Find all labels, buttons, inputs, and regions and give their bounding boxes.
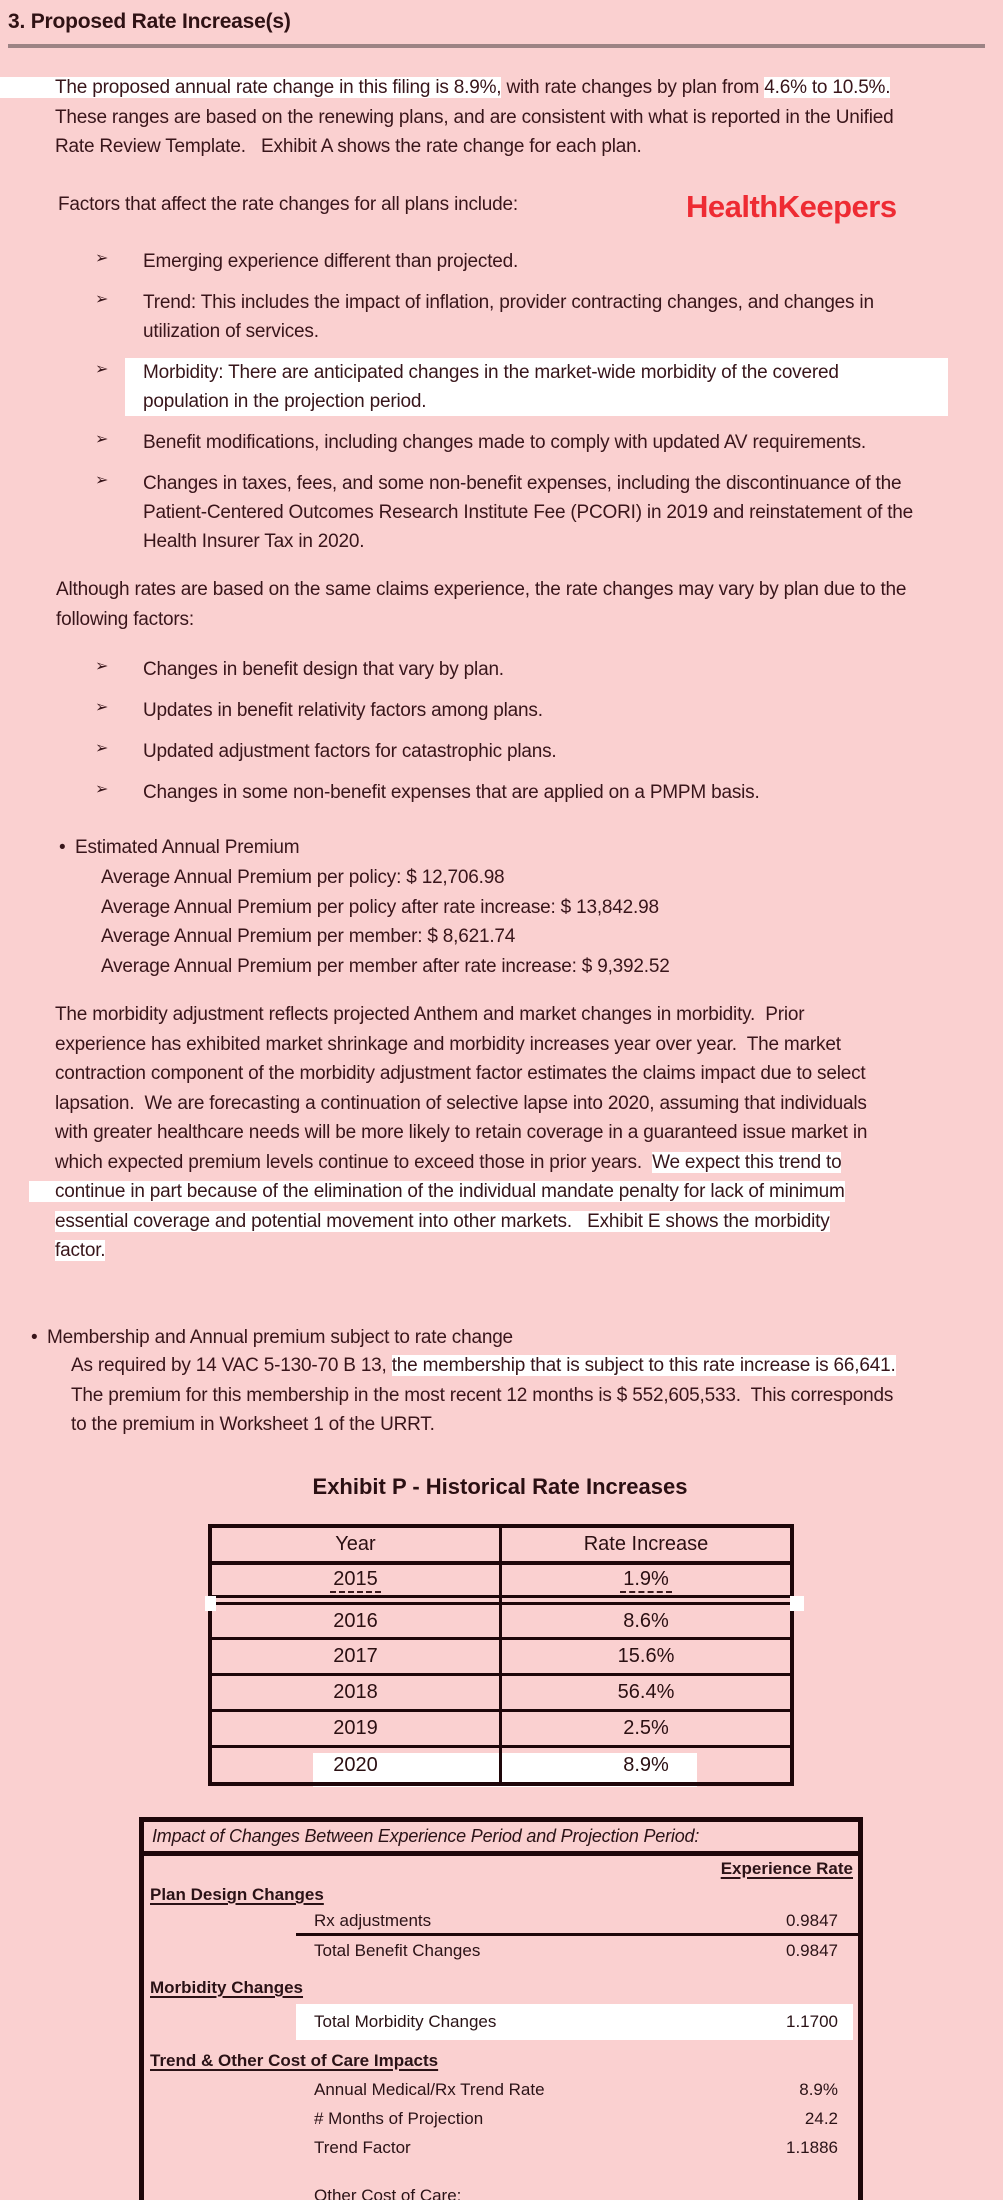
arrow-bullet-icon: ➢ [95, 248, 109, 267]
arrow-bullet-icon: ➢ [95, 429, 109, 448]
arrow-bullet-icon: ➢ [95, 738, 109, 757]
rate-increase-cell: 8.6% [623, 1609, 669, 1632]
rate-increase-cell: 15.6% [617, 1645, 675, 1667]
year-cell: 2020 [333, 1753, 378, 1776]
arrow-bullet-icon: ➢ [95, 470, 109, 489]
year-cell: 2015 [330, 1568, 381, 1593]
year-cell: 2019 [333, 1717, 378, 1739]
section-trend: Trend & Other Cost of Care Impacts [150, 2051, 439, 2070]
exhibit-p-row [212, 1676, 790, 1712]
bullet-item [95, 288, 948, 346]
rate-increase-cell: 56.4% [617, 1681, 675, 1703]
exhibit-p-row [212, 1712, 790, 1748]
bullet-item [95, 696, 760, 725]
vary-list [95, 655, 760, 819]
rate-increase-cell: 2.5% [623, 1717, 669, 1739]
bullet-text: Morbidity: There are anticipated changes in the market-wide morbidity of the covered population in the projection period. [125, 358, 948, 416]
healthkeepers-logo: HealthKeepers [686, 189, 897, 224]
row-trend-factor: Trend Factor 1.1886 [314, 2138, 838, 2157]
col-header-rate-increase: Rate Increase [583, 1533, 709, 1555]
bullet-text: Trend: This includes the impact of inflation, provider contracting changes, and changes in utilization of services. [143, 292, 874, 342]
membership-heading: • Membership and Annual premium subject to rate change [31, 1323, 513, 1353]
year-cell: 2017 [333, 1645, 378, 1667]
bullet-item [95, 469, 948, 556]
exhibit-p-row [212, 1748, 790, 1782]
exhibit-p-row [212, 1640, 790, 1676]
intro-paragraph: The proposed annual rate change in this filing is 8.9%, with rate changes by plan from 4.6% to 10.5%. These ranges are based on the renewing plans, and are consistent with what is reported in the Unified Rate Review Template. Exhibit A shows the rate change for each plan. [55, 73, 893, 162]
dot-bullet-icon: • [59, 837, 66, 858]
year-cell: 2016 [333, 1609, 378, 1632]
section-title: 3. Proposed Rate Increase(s) [8, 10, 291, 33]
bullet-item [95, 247, 948, 276]
arrow-bullet-icon: ➢ [95, 697, 109, 716]
bullet-text: Emerging experience different than projected. [143, 251, 519, 272]
bullet-text: Updated adjustment factors for catastrophic plans. [143, 741, 557, 762]
page-break-artifact-right [790, 1596, 804, 1611]
impact-table-title: Impact of Changes Between Experience Period and Projection Period: [144, 1822, 858, 1856]
title-rule [8, 44, 985, 48]
bullet-text: Changes in some non-benefit expenses that are applied on a PMPM basis. [143, 782, 760, 803]
morbidity-paragraph: The morbidity adjustment reflects projected Anthem and market changes in morbidity. Prior experience has exhibited market shrinkage and morbidity increases year over year. The market contraction component of the morbidity adjustment factor estimates the claims impact due to select lapsation. We are forecasting a continuation of selective lapse into 2020, assuming that individuals with greater healthcare needs will be more likely to retain coverage in a guaranteed issue market in which expected premium levels continue to exceed those in prior years. We expect this trend to continue in part because of the elimination of the individual mandate penalty for lack of minimum essential coverage and potential movement into other markets. Exhibit E shows the morbidity factor. [55, 1000, 867, 1266]
premium-heading: • Estimated Annual Premium [59, 833, 299, 863]
row-other-cost-of-care: Other Cost of Care: [314, 2186, 462, 2200]
col-header-year: Year [212, 1528, 502, 1561]
vary-intro: Although rates are based on the same claims experience, the rate changes may vary by plan due to the following factors: [56, 579, 907, 630]
bullet-item [95, 778, 760, 807]
factors-intro: Factors that affect the rate changes for all plans include: [58, 194, 518, 215]
row-total-morbidity: Total Morbidity Changes 1.1700 [296, 2004, 853, 2040]
bullet-text: Changes in benefit design that vary by plan. [143, 659, 504, 680]
section-morbidity: Morbidity Changes [150, 1978, 304, 1997]
page-break-artifact-left [205, 1596, 216, 1611]
membership-lines: As required by 14 VAC 5-130-70 B 13, the membership that is subject to this rate increase is 66,641. The premium for this membership in the most recent 12 months is $ 552,605,533. This corresponds to the premium in Worksheet 1 of the URRT. [71, 1355, 896, 1435]
arrow-bullet-icon: ➢ [95, 779, 109, 798]
factor-list [95, 247, 948, 568]
exhibit-p-header-row [212, 1528, 790, 1565]
experience-rate-header: Experience Rate [720, 1859, 853, 1878]
bullet-item [95, 737, 760, 766]
bullet-text: Benefit modifications, including changes made to comply with updated AV requirements. [143, 432, 867, 453]
section-plan-design: Plan Design Changes [150, 1885, 324, 1904]
bullet-item [95, 428, 948, 457]
row-trend-rate: Annual Medical/Rx Trend Rate 8.9% [314, 2080, 838, 2099]
row-rx-adjustments: Rx adjustments 0.9847 [314, 1910, 838, 1930]
impact-table [139, 1817, 863, 2200]
dot-bullet-icon: • [31, 1327, 38, 1348]
row-total-benefit: Total Benefit Changes 0.9847 [314, 1941, 838, 1960]
exhibit-p-table [208, 1524, 794, 1786]
bullet-text: Changes in taxes, fees, and some non-benefit expenses, including the discontinuance of the Patient-Centered Outcomes Research Institute Fee (PCORI) in 2019 and reinstatement of the Health Insurer Tax in 2020. [143, 473, 914, 552]
arrow-bullet-icon: ➢ [95, 359, 109, 378]
exhibit-p-title: Exhibit P - Historical Rate Increases [312, 1474, 688, 1499]
rate-increase-cell: 1.9% [620, 1568, 672, 1593]
exhibit-p-row [212, 1605, 790, 1640]
row-months-projection: # Months of Projection 24.2 [314, 2109, 838, 2128]
arrow-bullet-icon: ➢ [95, 656, 109, 675]
exhibit-p-row [212, 1565, 790, 1598]
bullet-item [95, 358, 948, 416]
bullet-text: Updates in benefit relativity factors among plans. [143, 700, 543, 721]
year-cell: 2018 [333, 1681, 378, 1703]
rate-increase-cell: 8.9% [623, 1753, 669, 1776]
premium-lines: Average Annual Premium per policy: $ 12,706.98 Average Annual Premium per policy after rate increase: $ 13,842.98 Average Annual Premium per member: $ 8,621.74 Average Annual Premium per member after rate increase: $ 9,392.52 [101, 867, 670, 977]
bullet-item [95, 655, 760, 684]
exhibit-p-row [212, 1598, 790, 1605]
arrow-bullet-icon: ➢ [95, 289, 109, 308]
exhibit-p-rows [212, 1528, 790, 1782]
